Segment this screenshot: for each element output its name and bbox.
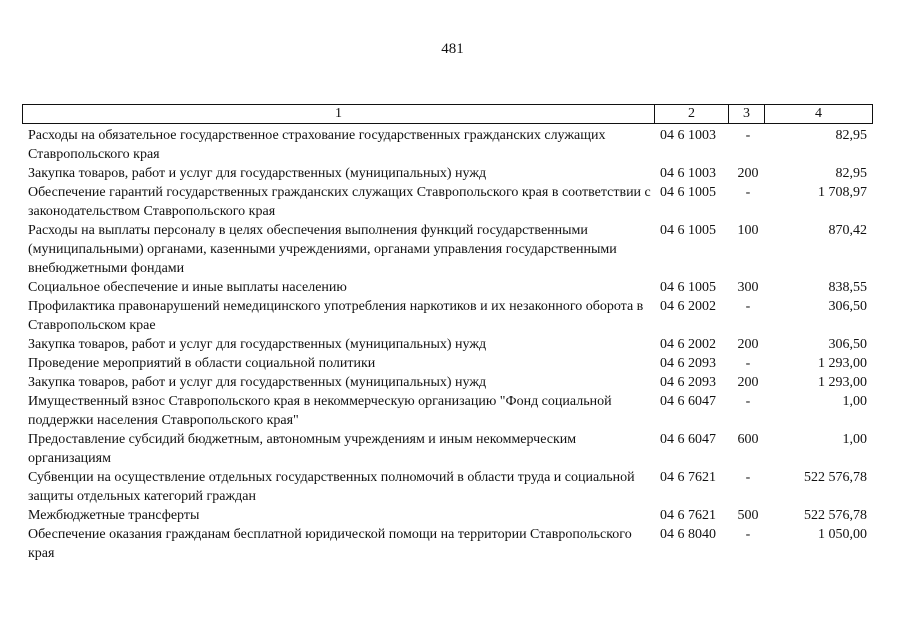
table-row: [28, 221, 873, 278]
table-header: [22, 104, 873, 124]
row-code: 04 6 2002: [660, 337, 716, 352]
table-row: [28, 392, 873, 430]
row-sum: 306,50: [828, 299, 867, 314]
table-row: [28, 278, 873, 297]
row-type: 300: [737, 280, 759, 295]
header-col-1: 1: [23, 105, 655, 123]
row-name: Закупка товаров, работ и услуг для государственных (муниципальных) нужд: [28, 166, 487, 181]
row-sum: 870,42: [828, 223, 867, 238]
table-row: [28, 164, 873, 183]
row-code: 04 6 1005: [660, 223, 716, 238]
row-code: 04 6 2093: [660, 356, 716, 371]
row-sum: 306,50: [828, 337, 867, 352]
row-code: 04 6 7621: [660, 470, 716, 485]
table-row: [28, 430, 873, 468]
row-sum: 82,95: [835, 166, 867, 181]
header-col-4: 4: [815, 106, 822, 121]
row-type: -: [745, 394, 751, 409]
row-code: 04 6 6047: [660, 432, 716, 447]
table-row: [28, 335, 873, 354]
row-name: Межбюджетные трансферты: [28, 508, 200, 523]
row-name: Профилактика правонарушений немедицинского употребления наркотиков и их незаконного оборота в Ставропольском крае: [28, 299, 644, 333]
row-code: 04 6 1005: [660, 185, 716, 200]
row-sum: 1 293,00: [818, 356, 867, 371]
row-type: -: [745, 527, 751, 542]
row-sum: 1 708,97: [818, 185, 867, 200]
row-sum: 1,00: [842, 394, 867, 409]
row-sum: 1 050,00: [818, 527, 867, 542]
row-name: Имущественный взнос Ставропольского края в некоммерческую организацию "Фонд социальной поддержки населения Ставропольского края": [28, 394, 612, 428]
row-name: Предоставление субсидий бюджетным, автономным учреждениям и иным некоммерческим организациям: [28, 432, 577, 466]
row-name: Обеспечение оказания гражданам бесплатной юридической помощи на территории Ставропольского края: [28, 527, 632, 561]
row-sum: 838,55: [828, 280, 867, 295]
table-body: [28, 126, 873, 563]
table-row: [28, 525, 873, 563]
row-type: 200: [737, 337, 759, 352]
row-name: Проведение мероприятий в области социальной политики: [28, 356, 376, 371]
row-sum: 1,00: [842, 432, 867, 447]
row-sum: 522 576,78: [804, 508, 867, 523]
row-code: 04 6 8040: [660, 527, 716, 542]
row-type: -: [745, 470, 751, 485]
header-col-2: 2: [655, 105, 729, 123]
table-row: [28, 126, 873, 164]
row-type: 200: [737, 166, 759, 181]
table-row: [28, 373, 873, 392]
page-number: 481: [441, 41, 464, 57]
row-name: Расходы на выплаты персоналу в целях обеспечения выполнения функций государственными (муниципальными) органами, казенными учреждениями, органами управления государственными внебюджетными фондами: [28, 223, 617, 276]
row-code: 04 6 1003: [660, 128, 716, 143]
header-col-3: 3: [729, 105, 765, 123]
row-type: 600: [737, 432, 759, 447]
row-type: -: [745, 128, 751, 143]
row-code: 04 6 2002: [660, 299, 716, 314]
table-row: [28, 183, 873, 221]
row-code: 04 6 1003: [660, 166, 716, 181]
row-sum: 82,95: [835, 128, 867, 143]
row-code: 04 6 1005: [660, 280, 716, 295]
row-name: Закупка товаров, работ и услуг для государственных (муниципальных) нужд: [28, 375, 487, 390]
row-name: Социальное обеспечение и иные выплаты населению: [28, 280, 347, 295]
table-row: [28, 354, 873, 373]
row-sum: 1 293,00: [818, 375, 867, 390]
row-type: 200: [737, 375, 759, 390]
row-type: 500: [737, 508, 759, 523]
row-sum: 522 576,78: [804, 470, 867, 485]
row-code: 04 6 6047: [660, 394, 716, 409]
row-name: Обеспечение гарантий государственных гражданских служащих Ставропольского края в соответствии с законодательством Ставропольского края: [28, 185, 651, 219]
table-row: [28, 297, 873, 335]
row-type: -: [745, 356, 751, 371]
row-name: Субвенции на осуществление отдельных государственных полномочий в области труда и социальной защиты отдельных категорий граждан: [28, 470, 635, 504]
row-type: 100: [737, 223, 759, 238]
row-type: -: [745, 299, 751, 314]
row-code: 04 6 2093: [660, 375, 716, 390]
row-type: -: [745, 185, 751, 200]
row-code: 04 6 7621: [660, 508, 716, 523]
table-row: [28, 506, 873, 525]
row-name: Расходы на обязательное государственное страхование государственных гражданских служащих Ставропольского края: [28, 128, 606, 162]
row-name: Закупка товаров, работ и услуг для государственных (муниципальных) нужд: [28, 337, 487, 352]
table-row: [28, 468, 873, 506]
